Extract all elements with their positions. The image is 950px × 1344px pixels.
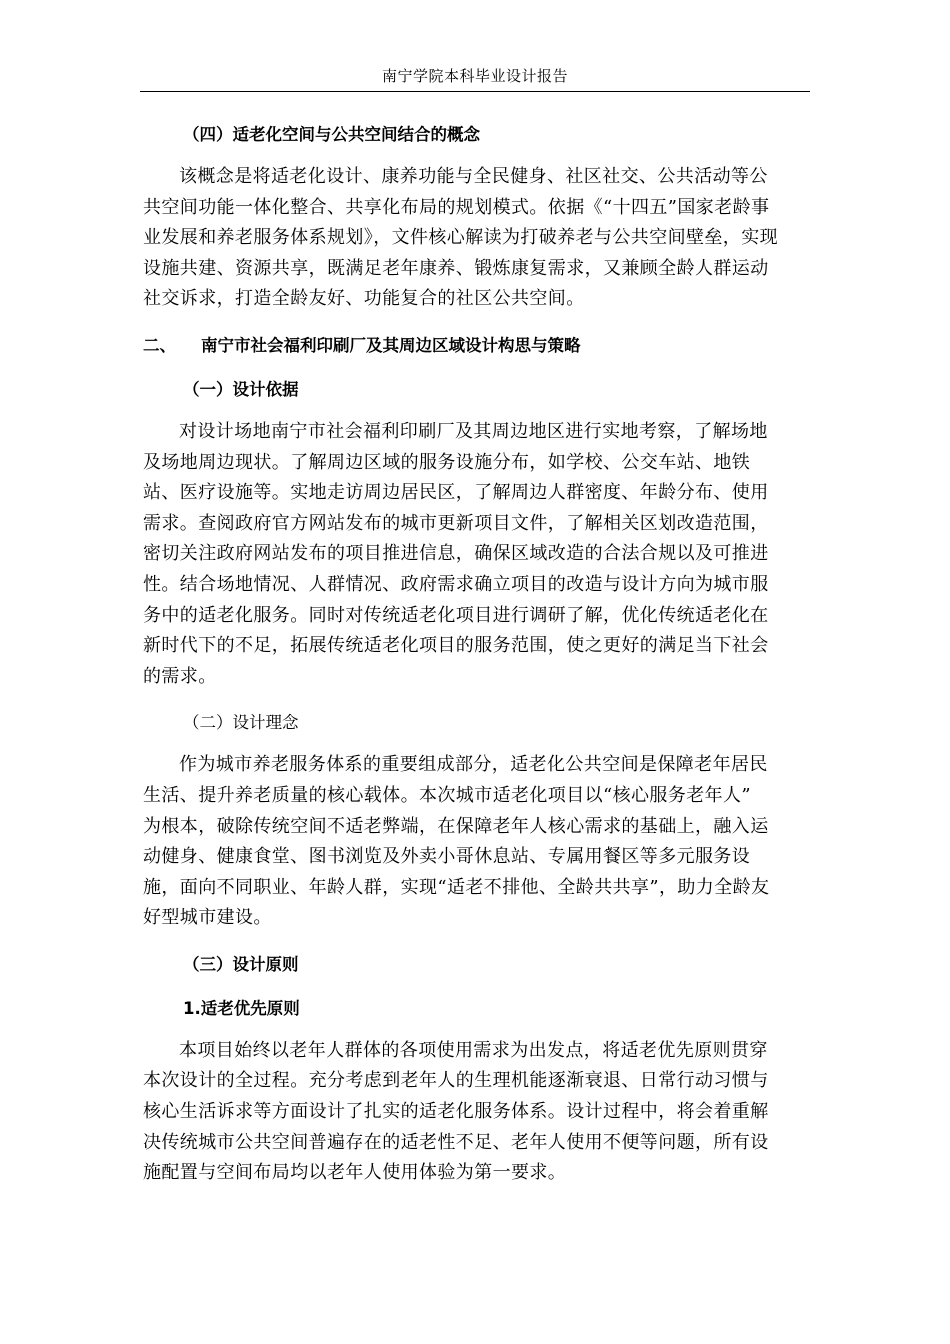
page-content (143, 118, 807, 1203)
design-basis-paragraph (143, 417, 807, 692)
paragraph-line: 本次设计的全过程。充分考虑到老年人的生理机能逐渐衰退、日常行动习惯与 (143, 1070, 769, 1092)
paragraph-line: 施配置与空间布局均以老年人使用体验为第一要求。 (143, 1162, 567, 1184)
paragraph-line: 核心生活诉求等方面设计了扎实的适老化服务体系。设计过程中，将会着重解 (143, 1101, 769, 1123)
paragraph-line: 动健身、健康食堂、图书浏览及外卖小哥休息站、专属用餐区等多元服务设 (143, 846, 751, 868)
principle-1-heading: 1.适老优先原则 (183, 998, 300, 1018)
paragraph-line: 设施共建、资源共享，既满足老年康养、锻炼康复需求，又兼顾全龄人群运动 (143, 257, 769, 279)
paragraph-line: 性。结合场地情况、人群情况、政府需求确立项目的改造与设计方向为城市服 (143, 573, 769, 595)
paragraph-line: 密切关注政府网站发布的项目推进信息，确保区域改造的合法合规以及可推进 (143, 543, 769, 565)
design-principles-heading: （三）设计原则 (183, 954, 299, 974)
principle-1-paragraph (143, 1036, 807, 1189)
paragraph-line: 共空间功能一体化整合、共享化布局的规划模式。依据《“十四五”国家老龄事 (143, 196, 770, 218)
section-4-paragraph (143, 162, 807, 315)
section-4-heading: （四）适老化空间与公共空间结合的概念 (183, 125, 480, 144)
paragraph-line: 的需求。 (143, 665, 217, 687)
paragraph-line: 施，面向不同职业、年龄人群，实现“适老不排他、全龄共共享”，助力全龄友 (143, 876, 770, 898)
paragraph-line: 对设计场地南宁市社会福利印刷厂及其周边地区进行实地考察，了解场地 (179, 420, 768, 442)
chapter-title: 南宁市社会福利印刷厂及其周边区域设计构思与策略 (201, 335, 581, 355)
chapter-number: 二、 (143, 335, 176, 355)
paragraph-line: 本项目始终以老年人群体的各项使用需求为出发点，将适老优先原则贯穿 (179, 1039, 768, 1061)
paragraph-line: 社交诉求，打造全龄友好、功能复合的社区公共空间。 (143, 288, 585, 310)
paragraph-line: 该概念是将适老化设计、康养功能与全民健身、社区社交、公共活动等公 (179, 166, 768, 187)
design-concept-paragraph (143, 750, 807, 934)
paragraph-line: 业发展和养老服务体系规划》，文件核心解读为打破养老与公共空间壁垒，实现 (143, 227, 778, 249)
paragraph-line: 站、医疗设施等。实地走访周边居民区，了解周边人群密度、年龄分布、使用 (143, 482, 769, 504)
header-rule (140, 91, 810, 92)
design-basis-heading: （一）设计依据 (183, 379, 299, 399)
paragraph-line: 决传统城市公共空间普遍存在的适老性不足、老年人使用不便等问题，所有设 (143, 1131, 769, 1153)
chapter-2-heading (143, 329, 807, 363)
paragraph-line: 新时代下的不足，拓展传统适老化项目的服务范围，使之更好的满足当下社会 (143, 635, 769, 657)
paragraph-line: 为根本，破除传统空间不适老弊端，在保障老年人核心需求的基础上，融入运 (143, 815, 769, 837)
paragraph-line: 好型城市建设。 (143, 907, 272, 929)
paragraph-line: 及场地周边现状。了解周边区域的服务设施分布，如学校、公交车站、地铁 (143, 451, 751, 473)
paragraph-line: 需求。查阅政府官方网站发布的城市更新项目文件，了解相关区划改造范围， (143, 512, 769, 534)
design-concept-heading: （二）设计理念 (183, 713, 299, 733)
paragraph-line: 作为城市养老服务体系的重要组成部分，适老化公共空间是保障老年居民 (179, 754, 768, 776)
running-header: 南宁学院本科毕业设计报告 (381, 67, 568, 85)
paragraph-line: 务中的适老化服务。同时对传统适老化项目进行调研了解，优化传统适老化在 (143, 604, 769, 626)
paragraph-line: 生活、提升养老质量的核心载体。本次城市适老化项目以“核心服务老年人” (143, 784, 752, 806)
